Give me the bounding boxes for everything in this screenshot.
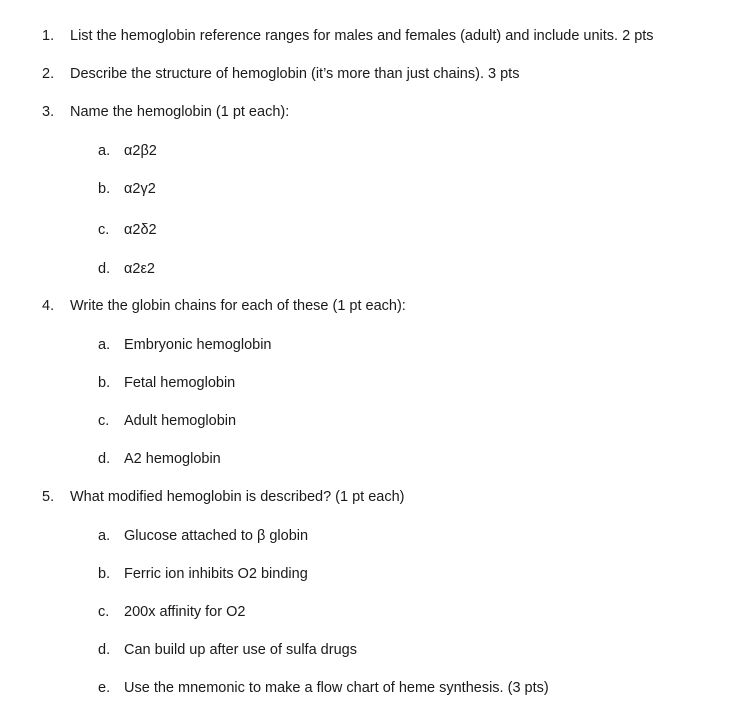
item-letter: d. — [98, 261, 111, 277]
item-letter: b. — [98, 181, 111, 197]
question-text: Write the globin chains for each of these (1 pt each): — [70, 298, 406, 314]
item-text: Can build up after use of sulfa drugs — [124, 642, 357, 658]
question-text: Name the hemoglobin (1 pt each): — [70, 104, 290, 120]
question-number: 2. — [42, 66, 55, 82]
item-letter: c. — [98, 413, 110, 429]
question-text: List the hemoglobin reference ranges for males and females (adult) and include units. 2 pts — [70, 28, 654, 44]
question-number: 5. — [42, 489, 55, 505]
item-text: Use the mnemonic to make a flow chart of heme synthesis. (3 pts) — [124, 680, 549, 696]
item-text: α2γ2 — [124, 181, 156, 197]
item-text: Embryonic hemoglobin — [124, 337, 272, 353]
item-letter: c. — [98, 222, 110, 238]
item-text: α2ε2 — [124, 261, 155, 277]
question-text: What modified hemoglobin is described? (1 pt each) — [70, 489, 405, 505]
item-letter: a. — [98, 528, 111, 544]
item-letter: d. — [98, 451, 111, 467]
item-letter: b. — [98, 566, 111, 582]
item-text: Glucose attached to β globin — [124, 528, 309, 544]
item-letter: a. — [98, 337, 111, 353]
item-letter: d. — [98, 642, 111, 658]
question-number: 4. — [42, 298, 55, 314]
item-text: Adult hemoglobin — [124, 413, 237, 429]
item-letter: b. — [98, 375, 111, 391]
item-text: α2β2 — [124, 143, 157, 159]
item-text: 200x affinity for O2 — [124, 604, 246, 620]
item-text: Ferric ion inhibits O2 binding — [124, 566, 308, 582]
item-text: A2 hemoglobin — [124, 451, 221, 467]
item-letter: e. — [98, 680, 111, 696]
question-number: 1. — [42, 28, 55, 44]
question-text: Describe the structure of hemoglobin (it’s more than just chains). 3 pts — [70, 66, 520, 82]
item-text: α2δ2 — [124, 222, 157, 238]
item-text: Fetal hemoglobin — [124, 375, 236, 391]
question-number: 3. — [42, 104, 55, 120]
item-letter: a. — [98, 143, 111, 159]
item-letter: c. — [98, 604, 110, 620]
